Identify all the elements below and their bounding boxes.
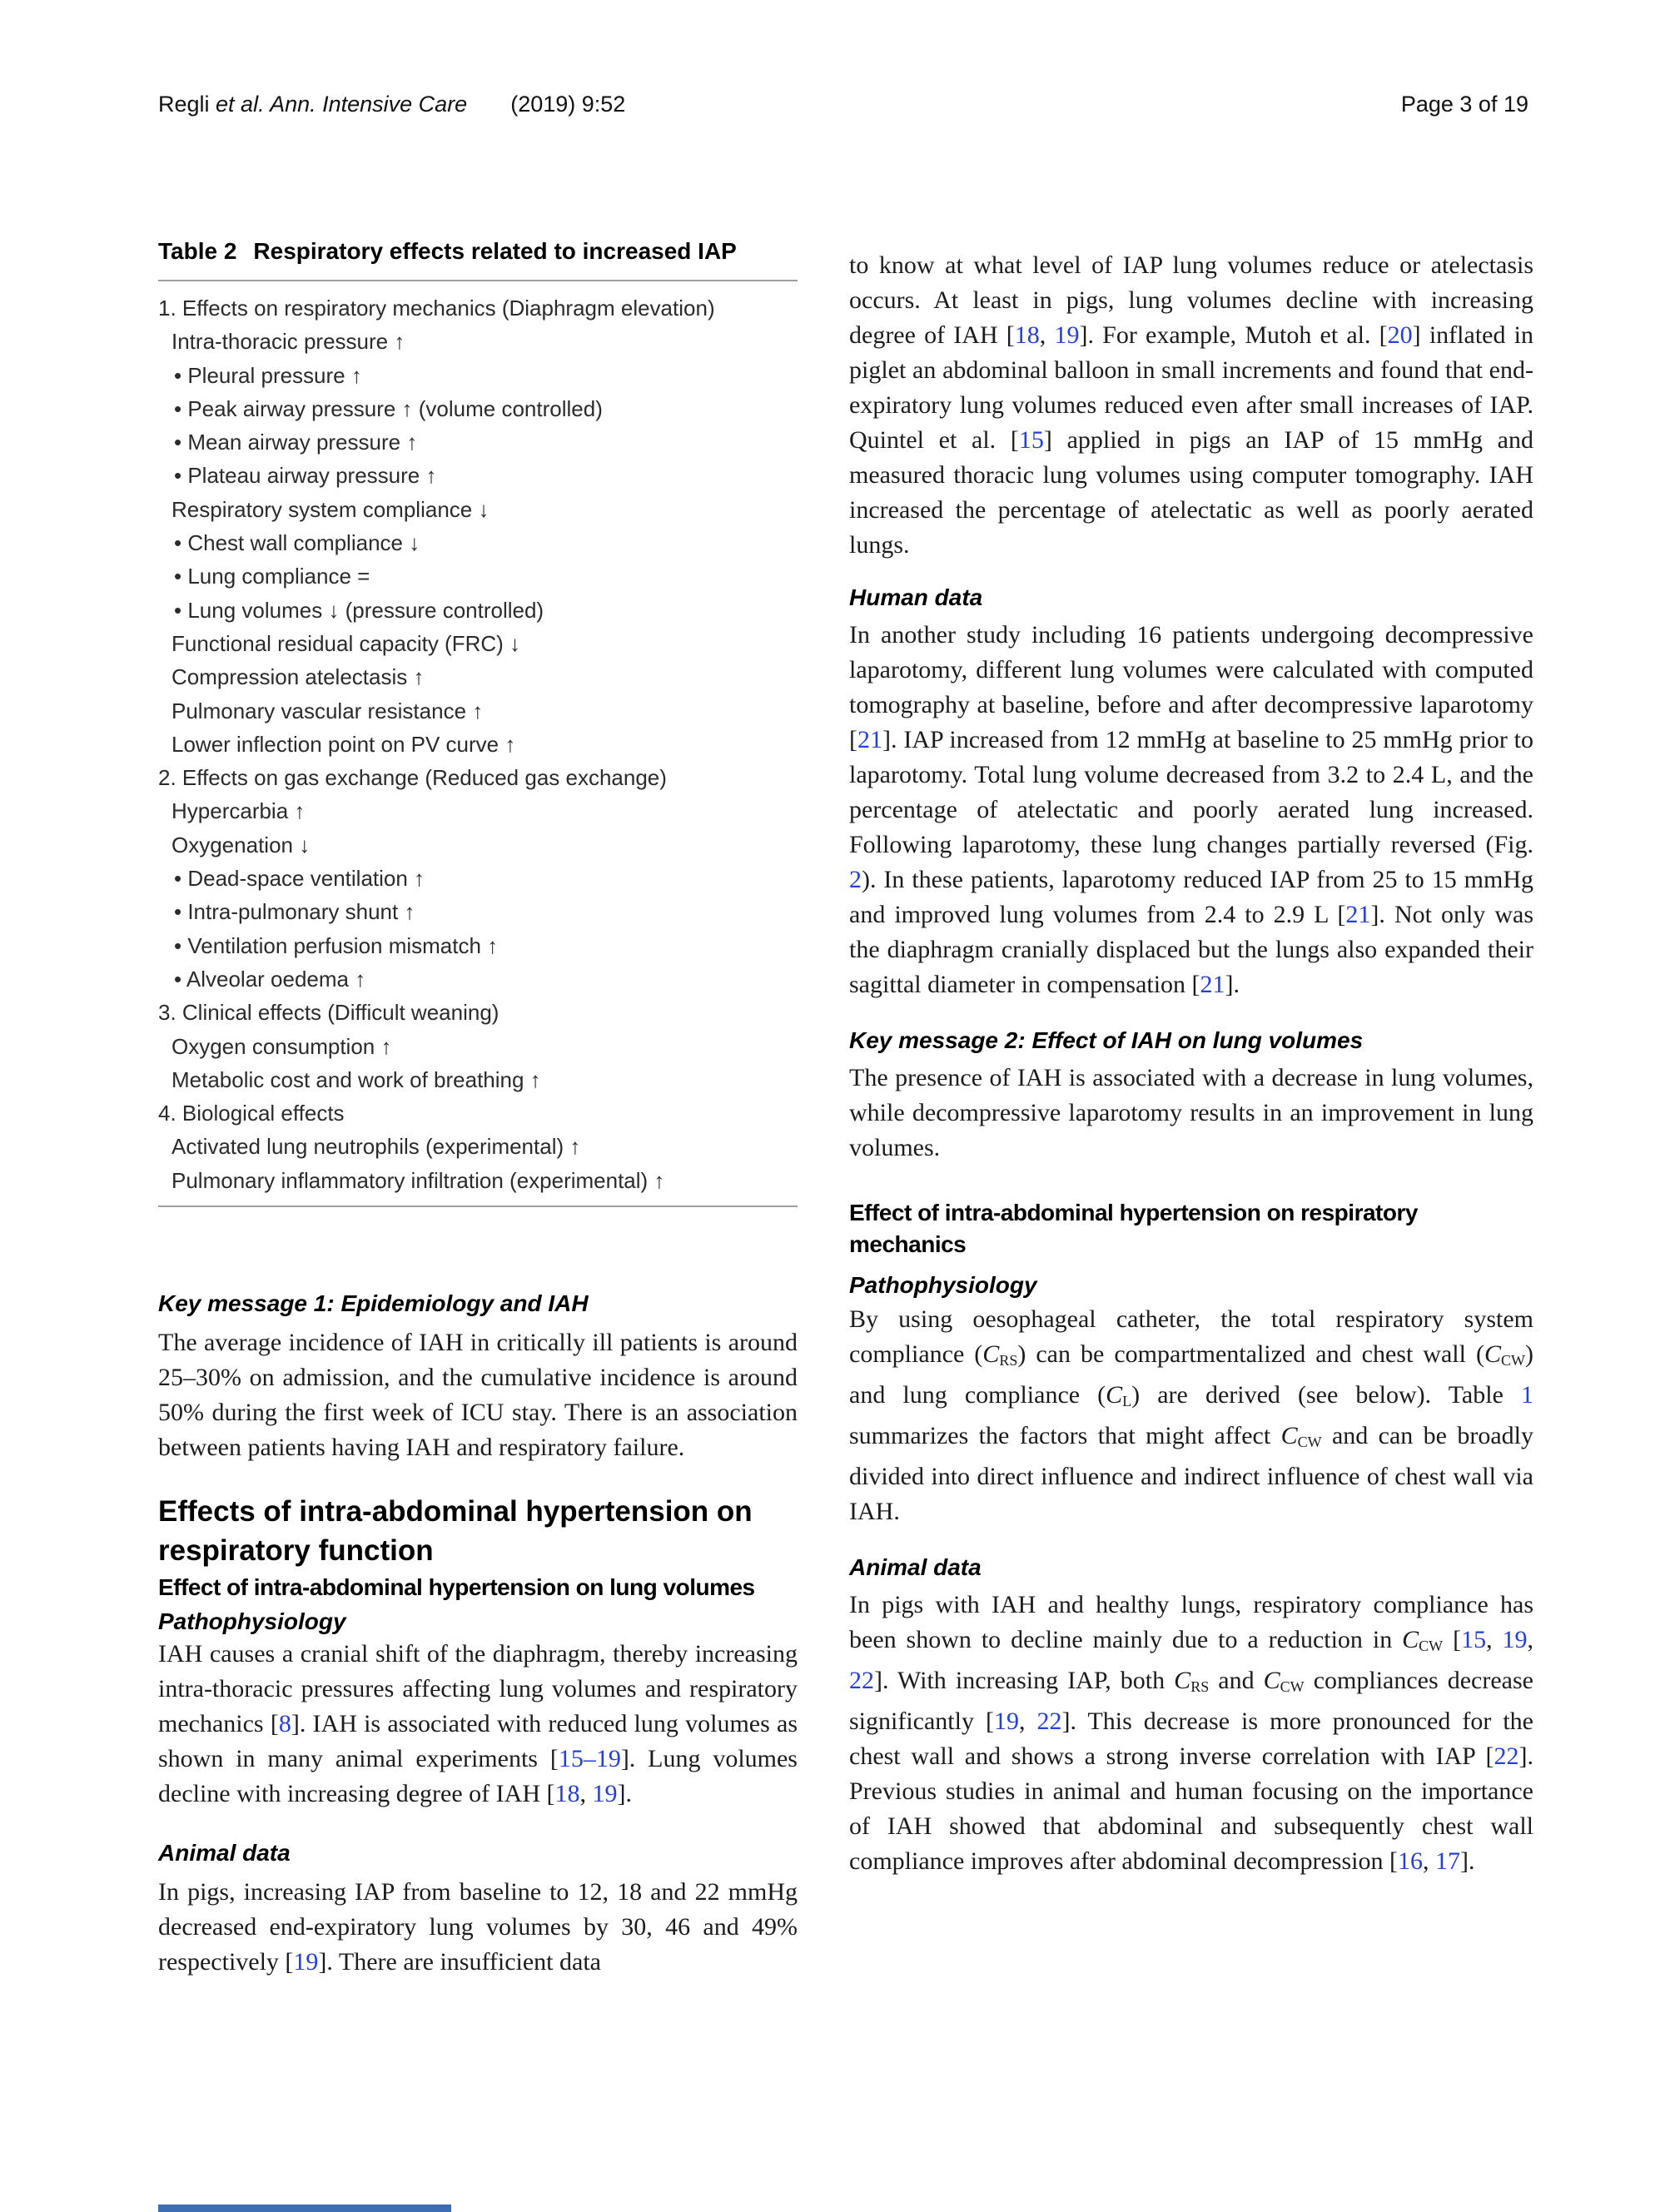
text-segment: C — [1106, 1380, 1123, 1409]
text-segment: IAH causes a cranial shift of the diaphragm, thereby increasing intra-thoracic pressures affecting lung volumes and respiratory mechanics [ — [158, 1640, 798, 1738]
reference-link[interactable]: 22 — [1494, 1742, 1519, 1770]
table-rows — [158, 281, 798, 1205]
reference-link[interactable]: 19 — [293, 1948, 319, 1976]
reference-link[interactable]: 15 — [1018, 426, 1044, 454]
reference-link[interactable]: 16 — [1397, 1847, 1423, 1875]
citation-authors: Regli — [158, 92, 216, 117]
continued-paragraph — [849, 248, 1533, 563]
text-segment: ) are derived (see below). Table — [1131, 1380, 1521, 1409]
pathophysiology-heading-left: Pathophysiology — [158, 1608, 346, 1635]
pathophysiology-heading-right: Pathophysiology — [849, 1272, 1037, 1298]
text-segment: compliances decrease significantly [ — [849, 1666, 1533, 1735]
pathophysiology-text-right — [849, 1302, 1533, 1529]
text-segment: By using oesophageal catheter, the total respiratory system compliance ( — [849, 1305, 1533, 1368]
text-segment: CW — [1501, 1351, 1525, 1369]
text-segment: ]. IAP increased from 12 mmHg at baseline to 25 mmHg prior to laparotomy. Total lung volume decreased from 3.2 to 2.4 L, and the percentage of atelectatic and poorly aerated lung increased. Following laparotomy, these lung changes partially reversed (Fig. — [849, 726, 1533, 858]
text-segment: ] inflated in piglet an abdominal balloon in small increments and found that end-expiratory lung volumes reduced even after small increases of IAP. Quintel et al. [ — [849, 321, 1533, 454]
text-segment: , — [1422, 1847, 1435, 1875]
table-row: • Lung compliance = — [174, 564, 370, 589]
citation-journal: et al. Ann. Intensive Care — [216, 92, 468, 117]
right-column — [849, 225, 1533, 1879]
text-segment: C — [1402, 1625, 1419, 1653]
text-segment: C — [982, 1340, 1000, 1368]
animal-data-text-right — [849, 1588, 1533, 1879]
key-message-1-text: The average incidence of IAH in critically ill patients is around 25–30% on admission, and the cumulative incidence is around 50% during the first week of ICU stay. There is an association between patients having IAH and respiratory failure. — [158, 1329, 798, 1462]
text-segment: ]. Lung volumes decline with increasing degree of IAH [ — [158, 1745, 798, 1808]
text-segment: ]. This decrease is more pronounced for the chest wall and shows a strong inverse correlation with IAP [ — [849, 1707, 1534, 1770]
table-row: • Plateau airway pressure ↑ — [174, 463, 437, 489]
table-row: Compression atelectasis ↑ — [171, 664, 425, 690]
animal-data-heading-left: Animal data — [158, 1840, 291, 1867]
table-row: Pulmonary vascular resistance ↑ — [171, 698, 484, 723]
key-message-1-heading: Key message 1: Epidemiology and IAH — [158, 1290, 589, 1317]
table-row: Oxygenation ↓ — [171, 832, 311, 857]
table-label: Table 2 — [158, 238, 237, 264]
text-segment: CW — [1280, 1678, 1305, 1695]
text-segment: , — [1486, 1625, 1503, 1653]
citation-issue: (2019) 9:52 — [510, 92, 626, 117]
text-segment: C — [1263, 1666, 1280, 1694]
text-segment: ]. IAH is associated with reduced lung volumes as shown in many animal experiments [ — [158, 1710, 798, 1773]
text-segment: ] applied in pigs an IAP of 15 mmHg and measured thoracic lung volumes using computer tomography. IAH increased the percentage of atelectatic as well as poorly aerated lungs. — [849, 426, 1533, 559]
text-segment: [ — [1443, 1625, 1462, 1653]
table-row: • Intra-pulmonary shunt ↑ — [174, 899, 415, 925]
reference-link[interactable]: 21 — [1200, 971, 1225, 998]
text-segment: L — [1122, 1392, 1132, 1409]
table-row: • Mean airway pressure ↑ — [174, 430, 418, 455]
text-segment: summarizes the factors that might affect — [849, 1421, 1281, 1449]
text-segment: ]. With increasing IAP, both — [874, 1666, 1175, 1694]
table-row: • Chest wall compliance ↓ — [174, 530, 420, 556]
reference-link[interactable]: 1 — [1521, 1380, 1533, 1409]
table-row: Intra-thoracic pressure ↑ — [171, 329, 405, 355]
table-row: • Peak airway pressure ↑ (volume controlled) — [174, 395, 603, 421]
text-segment: CW — [1419, 1637, 1444, 1654]
table-row: 1. Effects on respiratory mechanics (Diaphragm elevation) — [158, 296, 715, 321]
text-segment: In another study including 16 patients undergoing decompressive laparotomy, different lung volumes were calculated with computed tomography at baseline, before and after decompressive laparotomy [ — [849, 621, 1533, 753]
reference-link[interactable]: 21 — [857, 726, 882, 753]
text-segment: ). In these patients, laparotomy reduced IAP from 25 to 15 mmHg and improved lung volumes from 2.4 to 2.9 L [ — [849, 866, 1533, 928]
reference-link[interactable]: 22 — [849, 1666, 874, 1694]
text-segment: , — [1018, 1707, 1037, 1735]
reference-link[interactable]: 22 — [1036, 1707, 1062, 1735]
table-row: • Lung volumes ↓ (pressure controlled) — [174, 597, 544, 623]
human-data-heading: Human data — [849, 584, 983, 610]
section-heading-respiratory-function: Effects of intra-abdominal hypertension on respiratory function — [158, 1495, 753, 1568]
reference-link[interactable]: 19 — [993, 1707, 1019, 1735]
reference-link[interactable]: 19 — [1502, 1625, 1528, 1653]
text-segment: , — [1039, 321, 1055, 349]
subsection-respiratory-mechanics-heading: Effect of intra-abdominal hypertension on respiratory mechanics — [849, 1200, 1418, 1257]
text-segment: and can be broadly divided into direct influence and indirect influence of chest wall via IAH. — [849, 1421, 1533, 1525]
subsection-lung-volumes-heading: Effect of intra-abdominal hypertension on lung volumes — [158, 1574, 755, 1601]
table-caption: Respiratory effects related to increased IAP — [253, 238, 737, 264]
text-segment: ]. — [617, 1780, 632, 1808]
table-row: 3. Clinical effects (Difficult weaning) — [158, 1000, 500, 1026]
reference-link[interactable]: 15 — [1461, 1625, 1487, 1653]
text-segment: RS — [999, 1351, 1018, 1369]
key-message-2-text: The presence of IAH is associated with a decrease in lung volumes, while decompressive laparotomy results in an improvement in lung volumes. — [849, 1064, 1533, 1161]
text-segment: ]. For example, Mutoh et al. [ — [1079, 321, 1388, 349]
reference-link[interactable]: 15–19 — [558, 1745, 621, 1773]
text-segment: C — [1280, 1421, 1298, 1449]
reference-link[interactable]: 8 — [278, 1710, 291, 1738]
text-segment: , — [579, 1780, 593, 1808]
reference-link[interactable]: 18 — [554, 1780, 580, 1808]
left-column — [158, 225, 798, 1980]
key-message-2-heading: Key message 2: Effect of IAH on lung volumes — [849, 1027, 1364, 1053]
table-row: Functional residual capacity (FRC) ↓ — [171, 630, 521, 656]
text-segment: ]. — [1459, 1847, 1475, 1875]
table-row: Lower inflection point on PV curve ↑ — [171, 731, 516, 757]
text-segment: ]. There are insufficient data — [318, 1948, 601, 1976]
animal-data-text-left — [158, 1875, 798, 1980]
page-header — [158, 92, 1528, 117]
table-row: Metabolic cost and work of breathing ↑ — [171, 1066, 541, 1092]
table-2 — [158, 236, 798, 1207]
reference-link[interactable]: 21 — [1345, 901, 1371, 928]
text-segment: ]. — [1225, 971, 1240, 998]
reference-link[interactable]: 18 — [1014, 321, 1040, 349]
reference-link[interactable]: 2 — [849, 866, 862, 893]
text-segment: C — [1484, 1340, 1501, 1368]
table-bottom-rule — [158, 1205, 798, 1207]
text-segment: RS — [1190, 1678, 1210, 1695]
pathophysiology-text-left — [158, 1637, 798, 1812]
page-number: Page 3 of 19 — [1400, 92, 1528, 117]
text-segment: In pigs with IAH and healthy lungs, respiratory compliance has been shown to decline mainly due to a reduction in — [849, 1590, 1533, 1653]
text-segment: ) can be compartmentalized and chest wall ( — [1017, 1340, 1484, 1368]
reference-link[interactable]: 20 — [1387, 321, 1413, 349]
partial-figure-bar — [158, 2205, 451, 2212]
table-row: Activated lung neutrophils (experimental) ↑ — [171, 1134, 581, 1160]
text-segment: In pigs, increasing IAP from baseline to 12, 18 and 22 mmHg decreased end-expiratory lung volumes by 30, 46 and 49% respectively [ — [158, 1878, 798, 1976]
table-row: • Alveolar oedema ↑ — [174, 966, 366, 992]
reference-link[interactable]: 19 — [1054, 321, 1080, 349]
table-row: 4. Biological effects — [158, 1101, 345, 1126]
text-segment: C — [1174, 1666, 1191, 1694]
table-row: • Pleural pressure ↑ — [174, 362, 362, 388]
text-segment: to know at what level of IAP lung volumes reduce or atelectasis occurs. At least in pigs, lung volumes decline with increasing degree of IAH [ — [849, 251, 1533, 349]
animal-data-heading-right: Animal data — [849, 1553, 982, 1580]
table-row: • Ventilation perfusion mismatch ↑ — [174, 932, 499, 958]
journal-citation — [158, 92, 625, 117]
text-segment: ]. Not only was the diaphragm cranially displaced but the lungs also expanded their sagittal diameter in compensation [ — [849, 901, 1533, 998]
human-data-text — [849, 618, 1533, 1002]
text-segment: ) and lung compliance ( — [849, 1340, 1533, 1409]
table-row: Respiratory system compliance ↓ — [171, 496, 490, 522]
table-title — [158, 236, 798, 266]
text-segment: and — [1209, 1666, 1264, 1694]
text-segment: , — [1527, 1625, 1533, 1653]
table-row: Hypercarbia ↑ — [171, 798, 306, 824]
table-row: Oxygen consumption ↑ — [171, 1033, 392, 1059]
table-row: 2. Effects on gas exchange (Reduced gas exchange) — [158, 765, 667, 791]
table-row: Pulmonary inflammatory infiltration (experimental) ↑ — [171, 1167, 665, 1193]
reference-link[interactable]: 19 — [592, 1780, 618, 1808]
reference-link[interactable]: 17 — [1434, 1847, 1460, 1875]
table-row: • Dead-space ventilation ↑ — [174, 866, 425, 892]
text-segment: ]. Previous studies in animal and human focusing on the importance of IAH showed that abdominal and subsequently chest wall compliance improves after abdominal decompression [ — [849, 1742, 1533, 1875]
text-segment: CW — [1297, 1433, 1322, 1450]
